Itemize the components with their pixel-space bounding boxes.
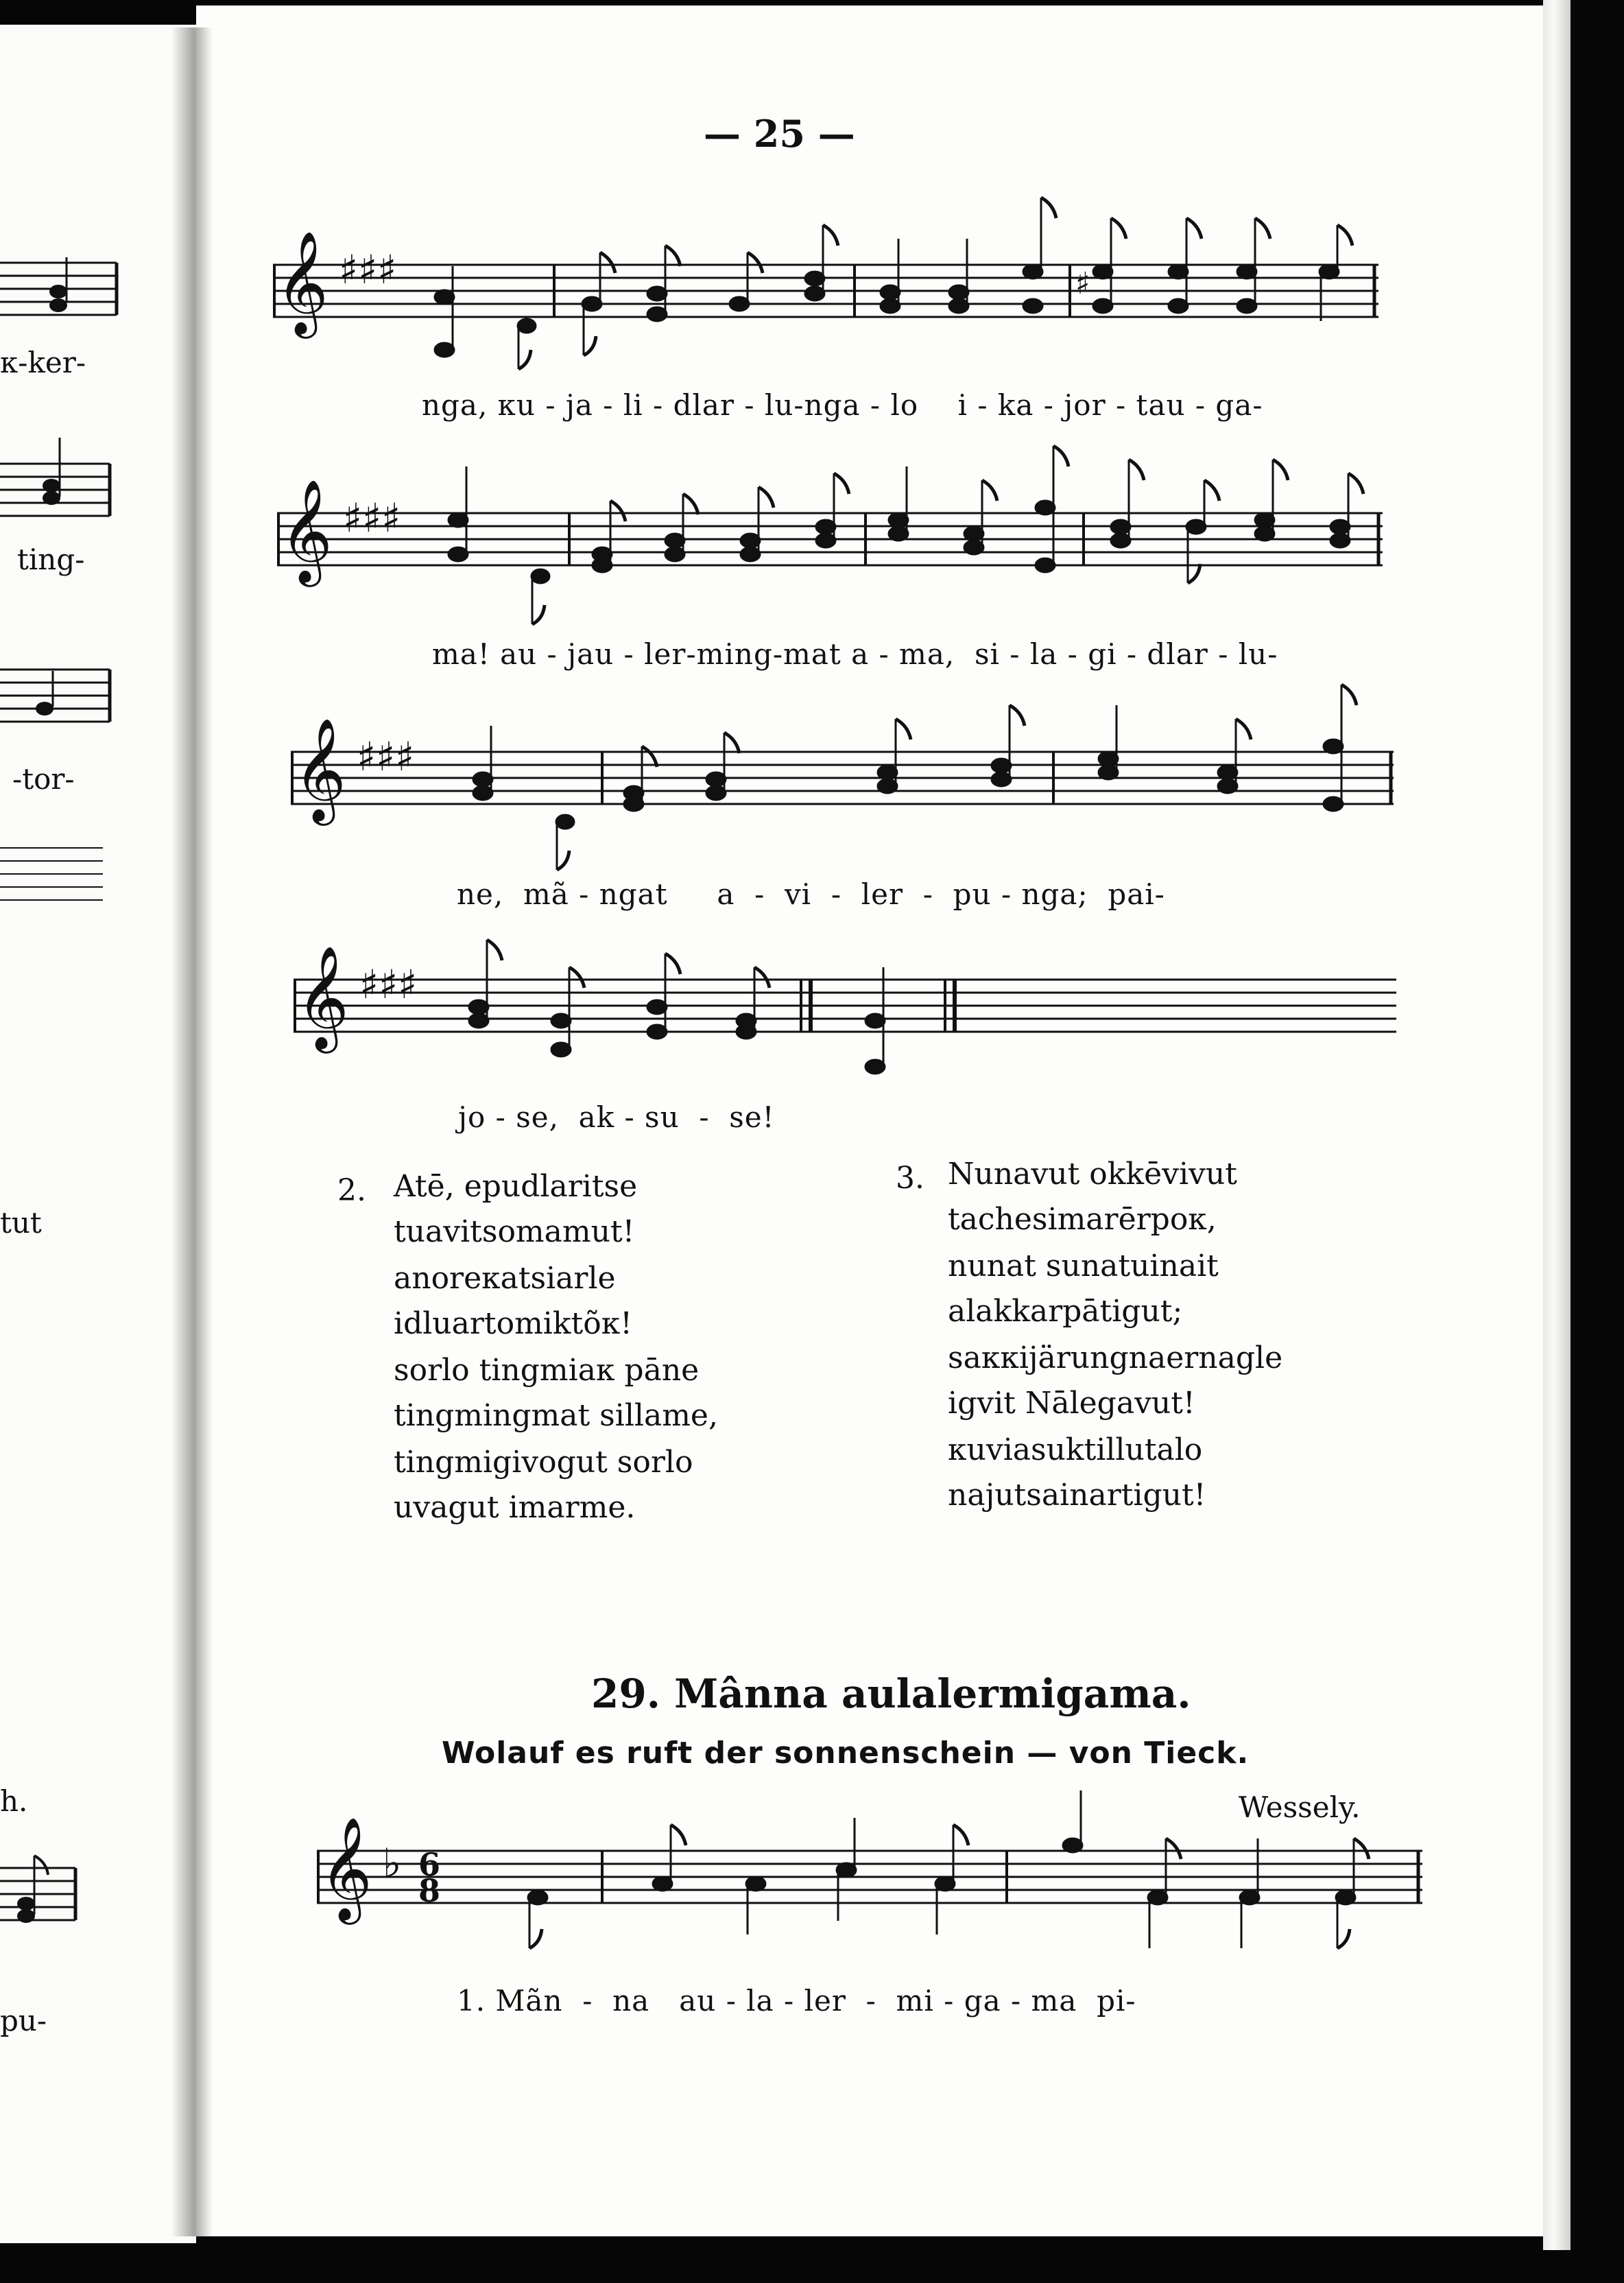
music-staff-3 bbox=[291, 671, 1402, 877]
page-edge bbox=[1543, 0, 1571, 2250]
composer: Wessely. bbox=[1239, 1790, 1361, 1824]
key-signature: ♯♯♯ bbox=[339, 246, 397, 293]
treble-clef: 𝄞 bbox=[276, 230, 329, 334]
treble-clef: 𝄞 bbox=[296, 945, 349, 1049]
lyric-line-4: jo - se, ak - su - se! bbox=[458, 1100, 775, 1134]
key-signature: ♯♯♯ bbox=[359, 961, 418, 1008]
stanza-line: idluartomiktõк! bbox=[394, 1306, 632, 1341]
key-signature: ♯♯♯ bbox=[343, 495, 401, 541]
treble-clef: 𝄞 bbox=[320, 1816, 372, 1920]
left-fragment: pu- bbox=[0, 2004, 47, 2037]
stanza-line: кuviasuktillutalo bbox=[948, 1432, 1203, 1467]
left-staff-3 bbox=[0, 664, 130, 740]
left-staff-5 bbox=[0, 1862, 130, 1938]
stanza-line: Atē, epudlaritse bbox=[394, 1169, 638, 1204]
stanza-line: saккijärungnaernagle bbox=[948, 1340, 1283, 1375]
stanza-line: uvagut imarme. bbox=[394, 1490, 636, 1525]
music-staff-1 bbox=[273, 184, 1384, 390]
key-signature: ♭ bbox=[383, 1840, 402, 1886]
lyric-line-1: nga, кu - ja - li - dlar - lu-nga - lo i - ka - jor - tau - ga- bbox=[422, 388, 1263, 422]
stanza-line: tuavitsomamut! bbox=[394, 1214, 635, 1249]
key-signature: ♯♯♯ bbox=[357, 733, 415, 780]
stanza-line: tachesimarērpoк, bbox=[948, 1202, 1217, 1237]
stanza-line: nunat sunatuinait bbox=[948, 1249, 1219, 1284]
left-staff-4 bbox=[0, 842, 110, 918]
stanza-line: igvit Nālegavut! bbox=[948, 1386, 1195, 1421]
left-fragment: tut bbox=[0, 1206, 42, 1240]
lyric-line-3: ne, mã - ngat a - vi - ler - pu - nga; pai- bbox=[457, 877, 1165, 911]
music-staff-5 bbox=[317, 1763, 1442, 1983]
left-fragment: ting- bbox=[17, 543, 85, 576]
song-title: 29. Mânna aulalermigama. bbox=[591, 1670, 1191, 1717]
stanza-line: alakkarpātigut; bbox=[948, 1294, 1183, 1329]
music-staff-2 bbox=[277, 432, 1388, 638]
lyric-line-2: ma! au - jau - ler-ming-mat a - ma, si - la - gi - dlar - lu- bbox=[432, 637, 1278, 671]
left-fragment: -tor- bbox=[12, 762, 75, 796]
treble-clef: 𝄞 bbox=[294, 717, 346, 821]
accidental: ♯ bbox=[1075, 266, 1090, 301]
stanza-line: tingmingmat sillame, bbox=[394, 1398, 718, 1433]
binding-shadow bbox=[171, 27, 213, 2236]
stanza-number: 2. bbox=[337, 1173, 366, 1208]
page-number: — 25 — bbox=[704, 112, 855, 156]
stanza-line: tingmigivogut sorlo bbox=[394, 1445, 693, 1480]
left-staff-1 bbox=[0, 257, 130, 333]
time-signature-top: 6 bbox=[418, 1846, 441, 1883]
lyric-line-5: 1. Mãn - na au - la - ler - mi - ga - ma pi- bbox=[457, 1984, 1136, 2018]
left-fragment: к-ker- bbox=[0, 346, 86, 379]
treble-clef: 𝄞 bbox=[280, 478, 333, 582]
stanza-line: anoreкatsiarle bbox=[394, 1261, 616, 1296]
left-staff-2 bbox=[0, 458, 130, 534]
music-staff-4 bbox=[294, 899, 1405, 1111]
stanza-line: Nunavut okkēvivut bbox=[948, 1157, 1237, 1192]
song-subtitle: Wolauf es ruft der sonnenschein — von Tieck. bbox=[442, 1736, 1250, 1771]
time-signature-bottom: 8 bbox=[418, 1872, 441, 1909]
stanza-line: sorlo tingmiaк pāne bbox=[394, 1353, 700, 1388]
stanza-line: najutsainartigut! bbox=[948, 1478, 1206, 1513]
left-fragment: h. bbox=[0, 1784, 28, 1818]
stanza-number: 3. bbox=[896, 1161, 924, 1196]
